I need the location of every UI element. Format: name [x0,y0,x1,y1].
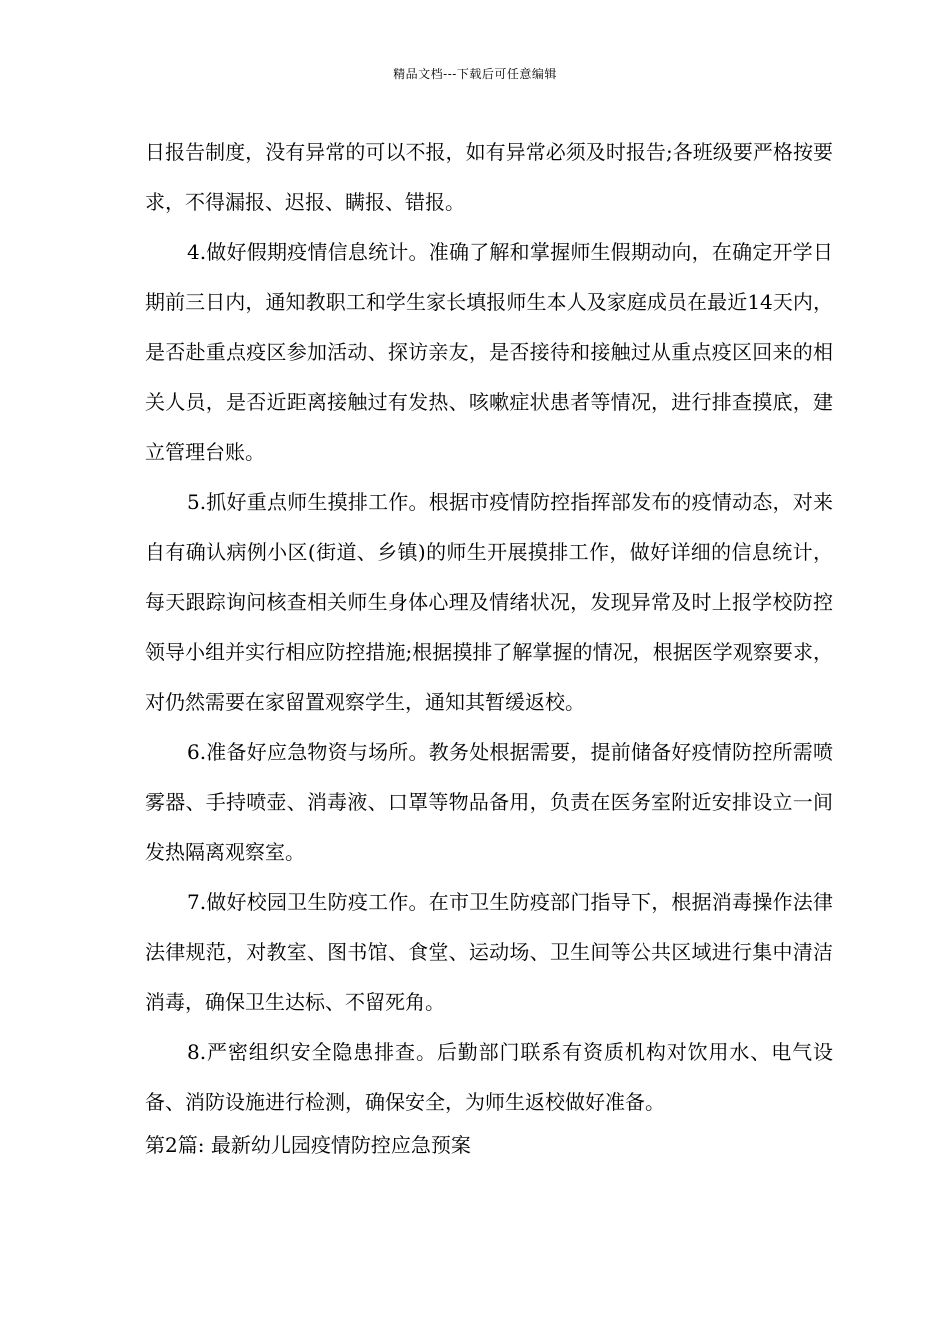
document-body [145,127,833,1163]
paragraph-item-5: 5.抓好重点师生摸排工作。根据市疫情防控指挥部发布的疫情动态，对来自有确认病例小区(街道、乡镇)的师生开展摸排工作，做好详细的信息统计，每天跟踪询问核查相关师生身体心理及情绪状况，发现异常及时上报学校防控领导小组并实行相应防控措施;根据摸排了解掌握的情况，根据医学观察要求，对仍然需要在家留置观察学生，通知其暂缓返校。 [145,490,833,714]
section-title: 第2篇: 最新幼儿园疫情防控应急预案 [145,1133,471,1157]
paragraph-item-7: 7.做好校园卫生防疫工作。在市卫生防疫部门指导下，根据消毒操作法律法律规范，对教室、图书馆、食堂、运动场、卫生间等公共区域进行集中清洁消毒，确保卫生达标、不留死角。 [145,890,833,1014]
paragraph-item-6: 6.准备好应急物资与场所。教务处根据需要，提前储备好疫情防控所需喷雾器、手持喷壶、消毒液、口罩等物品备用，负责在医务室附近安排设立一间发热隔离观察室。 [145,740,833,864]
paragraph-continuation: 日报告制度，没有异常的可以不报，如有异常必须及时报告;各班级要严格按要求，不得漏报、迟报、瞒报、错报。 [145,140,833,214]
paragraph-item-8: 8.严密组织安全隐患排查。后勤部门联系有资质机构对饮用水、电气设备、消防设施进行检测，确保安全，为师生返校做好准备。 [145,1040,833,1114]
paragraph-item-4: 4.做好假期疫情信息统计。准确了解和掌握师生假期动向，在确定开学日期前三日内，通知教职工和学生家长填报师生本人及家庭成员在最近14天内，是否赴重点疫区参加活动、探访亲友，是否接待和接触过从重点疫区回来的相关人员，是否近距离接触过有发热、咳嗽症状患者等情况，进行排查摸底，建立管理台账。 [145,240,833,464]
page-header: 精品文档---下载后可任意编辑 [393,67,557,81]
